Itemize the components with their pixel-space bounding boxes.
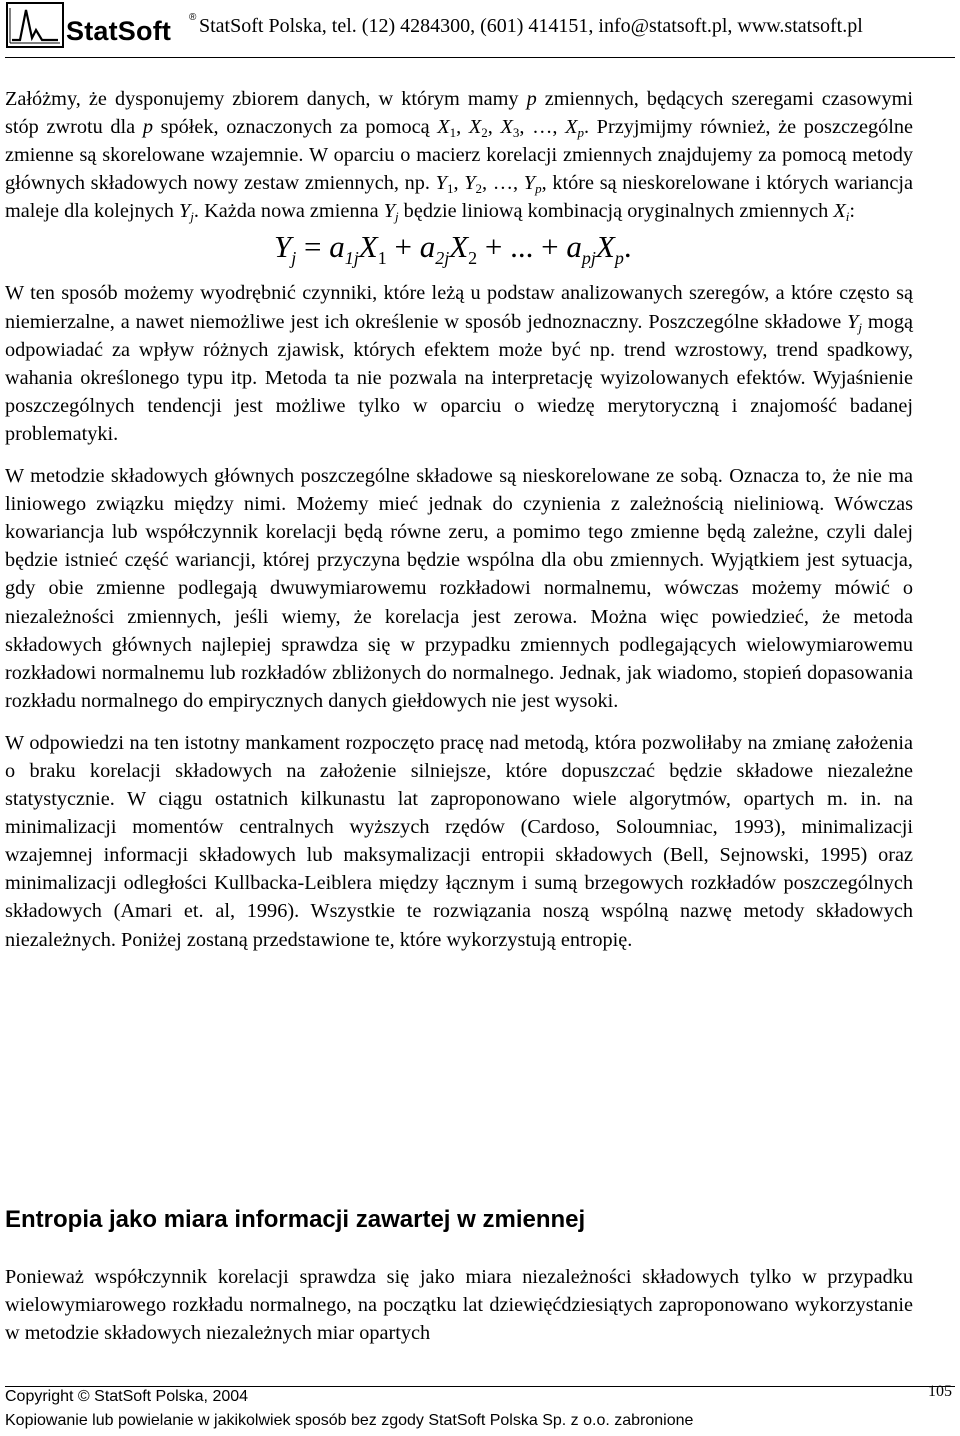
section-heading: Entropia jako miara informacji zawartej w zmiennej — [5, 1206, 586, 1233]
paragraph-1: Załóżmy, że dysponujemy zbiorem danych, w którym mamy p zmiennych, będących szeregami czasowymi stóp zwrotu dla p spółek, oznaczonych za pomocą $X_1$, $X_2$, $X_3$, …, $X_p$. Przyjmijmy również, że poszczególne zmienne są skorelowane wzajemnie. W oparciu o macierz korelacji zmiennych znajdujemy za pomocą metody głównych składowych nowy zestaw zmiennych, np. $Y_1$, $Y_2$, …, $Y_p$, które są nieskorelowane i których wariancja maleje dla kolejnych $Y_j$. Każda nowa zmienna $Y_j$ będzie liniową kombinacją oryginalnych zmiennych $X_i$: — [5, 88, 914, 225]
registered-mark: ® — [189, 12, 197, 23]
logo-text: StatSoft — [66, 16, 172, 46]
paragraph-2: W ten sposób możemy wyodrębnić czynniki, które leżą u podstaw analizowanych szeregów, a które często są niemierzalne, a nawet niemożliwe jest ich określenie w sposób jednoznaczny. Poszczególne składowe $Y_j$ mogą odpowiadać za wpływ różnych zjawisk, których efektem może być np. trend wzrostowy, trend spadkowy, wahania określonego typu itp. Metoda ta nie pozwala na interpretację wyizolowanych efektów. Wyjaśnienie poszczególnych tendencji jest możliwe tylko w oparciu o wiedzę merytoryczną i znajomość badanej problematyki. — [5, 282, 913, 445]
equation: $Y_j = a_{1j}X_1 + a_{2j}X_2$ + ... + $a_{pj}X_p$. — [274, 229, 632, 269]
logo-chart-icon — [6, 2, 64, 48]
footer-notice: Kopiowanie lub powielanie w jakikolwiek sposób bez zgody StatSoft Polska Sp. z o.o. zabronione — [5, 1412, 694, 1429]
page-number: 105 — [928, 1383, 952, 1400]
header-contact-line: StatSoft Polska, tel. (12) 4284300, (601) 414151, info@statsoft.pl, www.statsoft.pl — [199, 15, 863, 37]
paragraph-5: Ponieważ współczynnik korelacji sprawdza się jako miara niezależności składowych tylko w przypadku wielowymiarowego rozkładu normalnego, na początku lat dziewięćdziesiątych zaproponowano wykorzystanie w metodzie składowych niezależnych miar opartych — [5, 1266, 913, 1345]
page-header — [0, 0, 960, 60]
section-text — [5, 1263, 913, 1347]
paragraph-4: W odpowiedzi na ten istotny mankament rozpoczęto pracę nad metodą, która pozwoliłaby na zmianę założenia o braku korelacji składowych na założenie silniejsze, które dopuszczać będzie składowe niezależne statystycznie. W ciągu ostatnich kilkunastu lat zaproponowano wiele algorytmów, opartych m. in. na minimalizacji momentów centralnych wyższych rzędów (Cardoso, Soloumniac, 1993), minimalizacji wzajemnej informacji składowych lub maksymalizacji entropii składowych (Bell, Sejnowski, 1995) oraz minimalizacji odległości Kullbacka-Leiblera między łącznym i sumą brzegowych rozkładów poszczególnych składowych (Amari et. al, 1996). Wszystkie te rozwiązania noszą wspólną nazwę metody składowych niezależnych. Poniżej zostaną przedstawione te, które wykorzystują entropię. — [5, 731, 913, 951]
footer-copyright: Copyright © StatSoft Polska, 2004 — [5, 1388, 249, 1405]
statsoft-logo — [6, 2, 197, 56]
main-text — [5, 85, 913, 954]
footer-rule — [5, 1386, 955, 1387]
header-rule — [5, 57, 955, 58]
paragraph-3: W metodzie składowych głównych poszczególne składowe są nieskorelowane ze sobą. Oznacza to, że nie ma liniowego związku między nimi. Możemy mieć jednak do czynienia z zależnością nieliniową. Wówczas kowariancja lub współczynnik korelacji będą równe zeru, a pomimo tego zmienne będą zależne, czyli dalej będzie istnieć część wariancji, której przyczyna będzie wspólna dla obu zmiennych. Wyjątkiem jest sytuacja, gdy obie zmienne podlegają dwuwymiarowemu rozkładowi normalnemu, wówczas możemy mówić o niezależności zmiennych, jeśli wiemy, że korelacja jest zerowa. Można więc powiedzieć, że metoda składowych głównych najlepiej sprawdza się w przypadku zmiennych podlegających wielowymiarowemu rozkładowi normalnemu lub rozkładów zbliżonych do normalnego. Jednak, jak wiadomo, stopień dopasowania rozkładu normalnego do empirycznych danych giełdowych nie jest wysoki. — [5, 465, 913, 712]
